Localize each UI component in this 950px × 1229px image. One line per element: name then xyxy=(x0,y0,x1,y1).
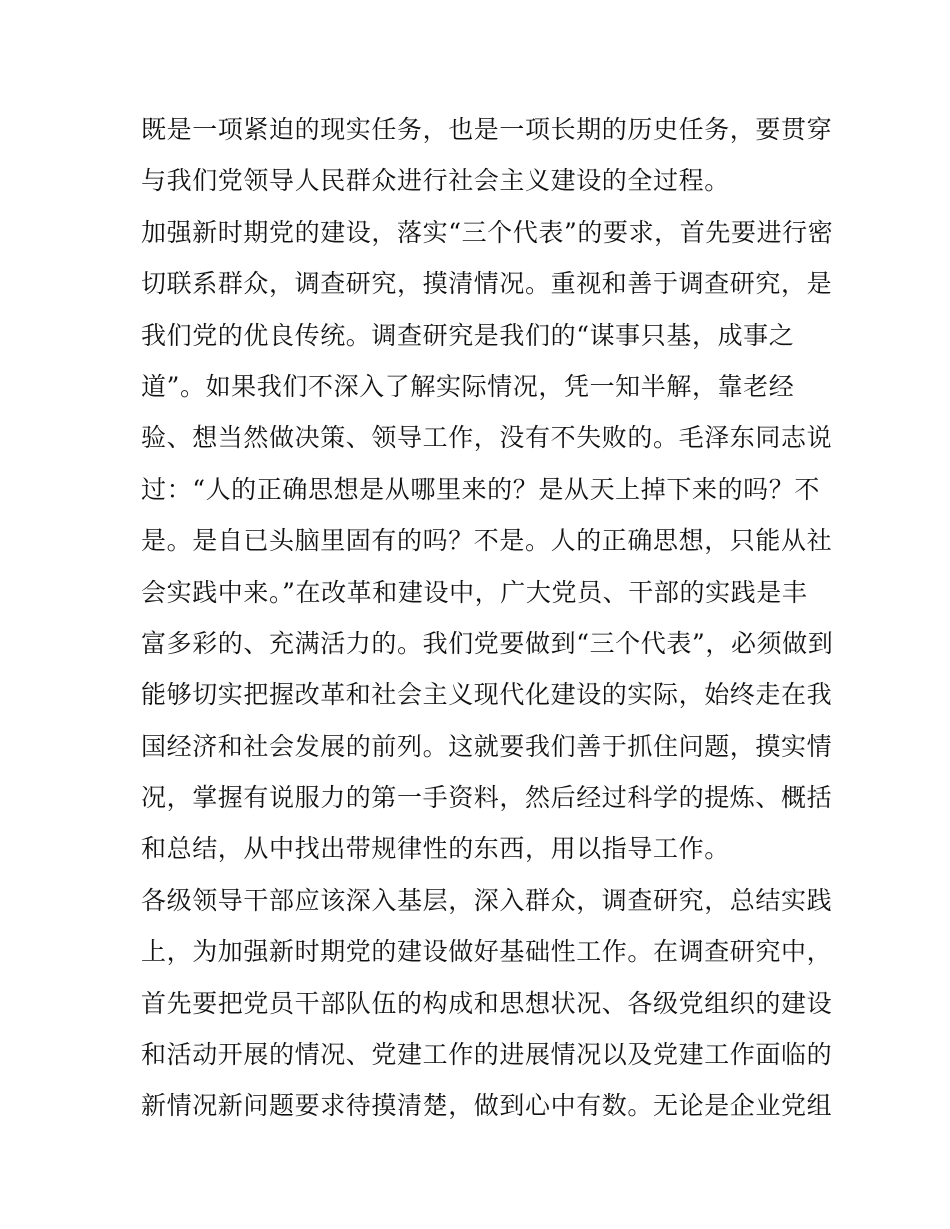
text-line: 切联系群众，调查研究，摸清情况。重视和善于调查研究，是 xyxy=(141,269,833,299)
text-line: 各级领导干部应该深入基层，深入群众，调查研究，总结实践 xyxy=(141,885,833,915)
text-line: 和总结，从中找出带规律性的东西，用以指导工作。 xyxy=(141,834,730,864)
text-line: 况，掌握有说服力的第一手资料，然后经过科学的提炼、概括 xyxy=(141,783,833,813)
text-line: 上，为加强新时期党的建设做好基础性工作。在调查研究中， xyxy=(141,937,833,967)
text-line: 国经济和社会发展的前列。这就要我们善于抓住问题，摸实情 xyxy=(141,731,833,761)
text-line: 会实践中来。”在改革和建设中，广大党员、干部的实践是丰 xyxy=(141,577,808,607)
text-line: 能够切实把握改革和社会主义现代化建设的实际，始终走在我 xyxy=(141,680,833,710)
text-line: 富多彩的、充满活力的。我们党要做到“三个代表”，必须做到 xyxy=(141,628,834,658)
text-line: 新情况新问题要求待摸清楚，做到心中有数。无论是企业党组 xyxy=(141,1091,833,1121)
text-line: 首先要把党员干部队伍的构成和思想状况、各级党组织的建设 xyxy=(141,988,833,1018)
text-line: 过：“人的正确思想是从哪里来的？是从天上掉下来的吗？不 xyxy=(141,474,820,504)
text-line: 与我们党领导人民群众进行社会主义建设的全过程。 xyxy=(141,166,730,196)
text-line: 我们党的优良传统。调查研究是我们的“谋事只基，成事之 xyxy=(141,320,795,350)
text-line: 是。是自已头脑里固有的吗？不是。人的正确思想，只能从社 xyxy=(141,526,833,556)
text-line: 道”。如果我们不深入了解实际情况，凭一知半解，靠老经 xyxy=(141,371,795,401)
text-line: 既是一项紧迫的现实任务，也是一项长期的历史任务，要贯穿 xyxy=(141,115,833,144)
text-line: 加强新时期党的建设，落实“三个代表”的要求，首先要进行密 xyxy=(141,217,834,247)
text-line: 和活动开展的情况、党建工作的进展情况以及党建工作面临的 xyxy=(141,1040,833,1070)
text-line: 验、想当然做决策、领导工作，没有不失败的。毛泽东同志说 xyxy=(141,423,833,453)
body-text xyxy=(141,104,841,1132)
